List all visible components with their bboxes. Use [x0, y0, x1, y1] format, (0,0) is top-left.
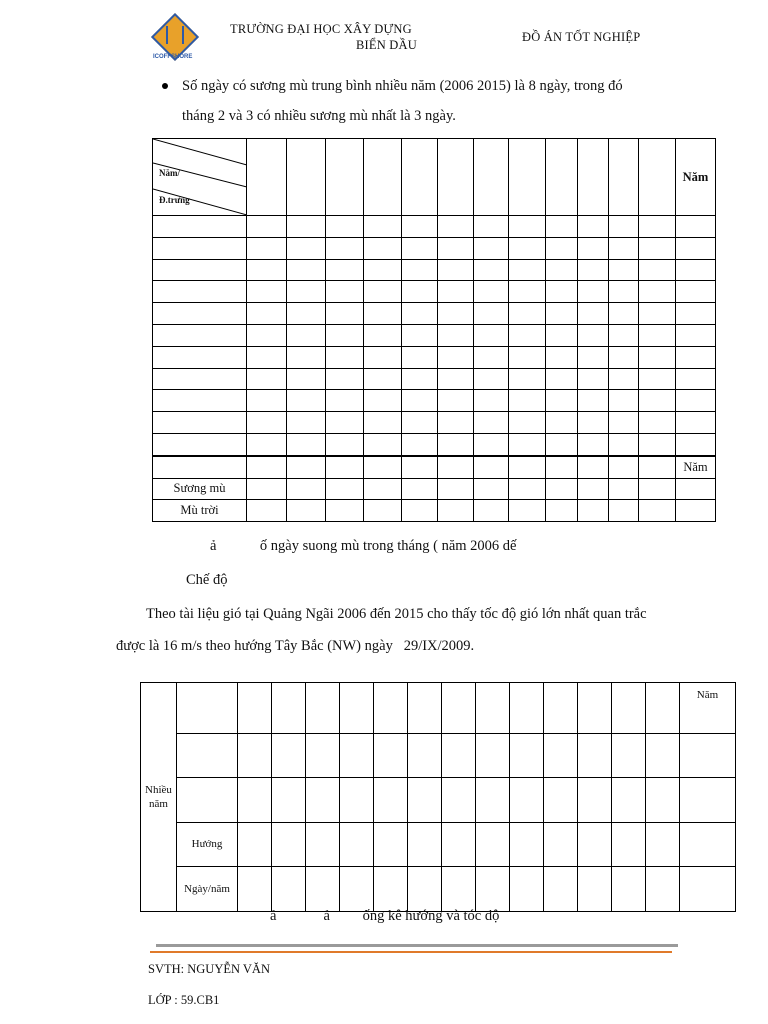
label-multi-year: Nhiều năm	[141, 683, 177, 912]
bullet-line2: tháng 2 và 3 có nhiều sương mù nhất là 3 ngày.	[182, 108, 456, 124]
footer-divider-orange	[150, 951, 672, 953]
table1-caption: ả ố ngày suong mù trong tháng ( năm 2006 dế	[210, 538, 517, 554]
wind-table	[140, 682, 736, 912]
project-title: ĐỒ ÁN TỐT NGHIỆP	[522, 30, 641, 44]
row-label-fog: Sương mù	[153, 478, 247, 500]
row-label-haze: Mù trời	[153, 500, 247, 522]
logo-tower-icon	[166, 26, 184, 44]
para-line1: Theo tài liệu gió tại Quảng Ngãi 2006 đến 2015 cho thấy tốc độ gió lớn nhất quan trắc	[146, 606, 647, 622]
corner-cell	[153, 139, 247, 216]
table2-caption: ả ả ống kê hướng và tóc độ	[270, 908, 500, 924]
footer-divider-gray	[156, 944, 678, 947]
row-label-date: Ngày/năm	[177, 867, 238, 912]
corner-label-station: Đ.trưng	[159, 195, 190, 205]
bullet-icon	[162, 83, 168, 89]
row-label-direction: Hướng	[177, 822, 238, 867]
section-title: Chế độ	[186, 572, 228, 588]
col-header-year: Năm	[676, 139, 716, 216]
footer-class: LỚP : 59.CB1	[148, 993, 220, 1007]
col-header-year: Năm	[680, 683, 736, 734]
logo-text: ICOFFSHORE	[153, 54, 193, 60]
corner-label-year: Năm/	[159, 168, 180, 178]
footer-student: SVTH: NGUYỄN VĂN	[148, 962, 270, 976]
fog-table	[152, 138, 716, 522]
para-line2: được là 16 m/s theo hướng Tây Bắc (NW) ngày 29/IX/2009.	[116, 638, 475, 654]
bullet-line1: Số ngày có sương mù trung bình nhiều năm (2006 2015) là 8 ngày, trong đó	[182, 78, 623, 94]
row-label-year: Năm	[676, 456, 716, 478]
school-name-line1: TRƯỜNG ĐẠI HỌC XÂY DỰNG	[230, 22, 412, 36]
school-name-line2: BIỂN DẦU	[356, 38, 417, 52]
